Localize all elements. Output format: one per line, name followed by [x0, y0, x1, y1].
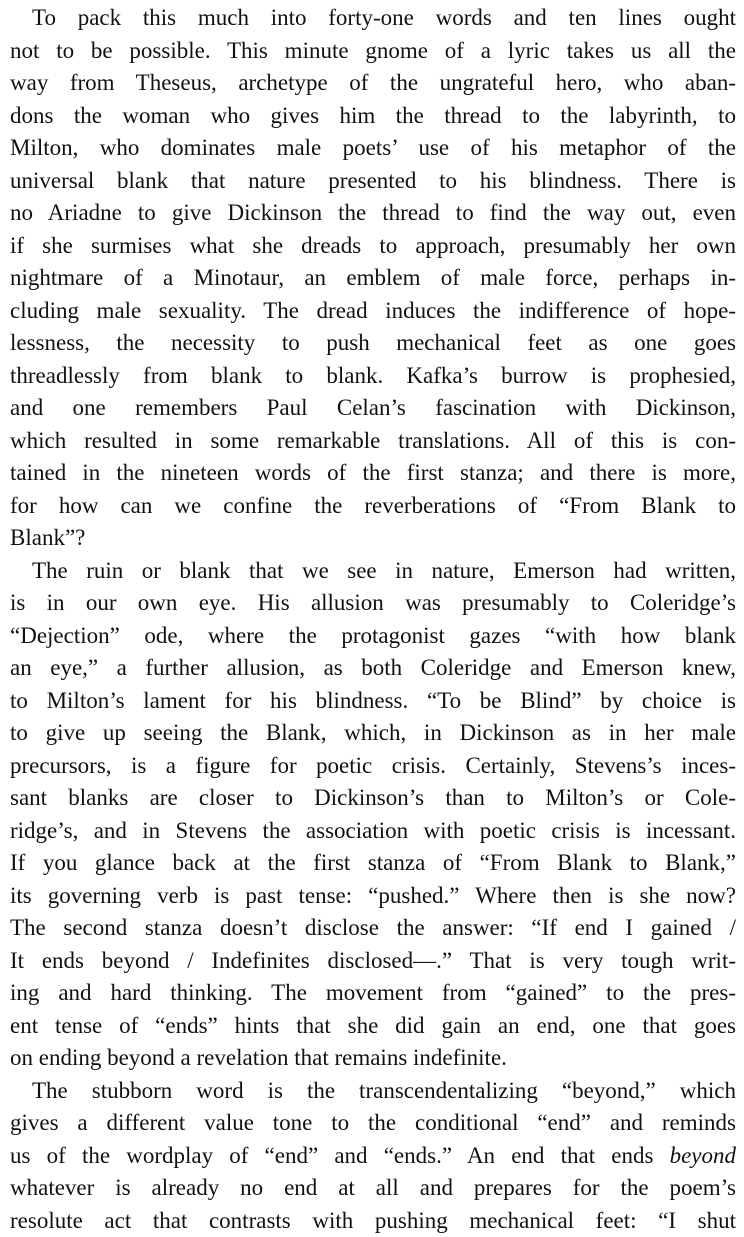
text-line: to give up seeing the Blank, which, in Dickinson as in her male: [10, 717, 736, 750]
book-page: [10, 2, 736, 1237]
text-line: an eye,” a further allusion, as both Coleridge and Emerson knew,: [10, 652, 736, 685]
text-line: tained in the nineteen words of the first stanza; and there is more,: [10, 457, 736, 490]
text-line: dons the woman who gives him the thread to the labyrinth, to: [10, 100, 736, 133]
text-line: lessness, the necessity to push mechanical feet as one goes: [10, 327, 736, 360]
text-line: for how can we confine the reverberations of “From Blank to: [10, 490, 736, 523]
text-line: ridge’s, and in Stevens the association with poetic crisis is incessant.: [10, 815, 736, 848]
text-line: universal blank that nature presented to his blindness. There is: [10, 165, 736, 198]
text-segment: us of the wordplay of “end” and “ends.” An end that ends: [10, 1143, 653, 1168]
text-line: and one remembers Paul Celan’s fascination with Dickinson,: [10, 392, 736, 425]
text-line: is in our own eye. His allusion was presumably to Coleridge’s: [10, 587, 736, 620]
text-line: if she surmises what she dreads to approach, presumably her own: [10, 230, 736, 263]
text-line: whatever is already no end at all and prepares for the poem’s: [10, 1172, 736, 1205]
text-line: precursors, is a figure for poetic crisis. Certainly, Stevens’s inces-: [10, 750, 736, 783]
text-line: It ends beyond / Indefinites disclosed—.” That is very tough writ-: [10, 945, 736, 978]
text-line: sant blanks are closer to Dickinson’s than to Milton’s or Cole-: [10, 782, 736, 815]
text-line: no Ariadne to give Dickinson the thread to find the way out, even: [10, 197, 736, 230]
text-line: cluding male sexuality. The dread induces the indifference of hope-: [10, 295, 736, 328]
paragraph-3: [10, 1075, 736, 1237]
text-line: The ruin or blank that we see in nature, Emerson had written,: [10, 555, 736, 588]
text-line: not to be possible. This minute gnome of a lyric takes us all the: [10, 35, 736, 68]
paragraph-2: [10, 555, 736, 1075]
text-line: resolute act that contrasts with pushing mechanical feet: “I shut: [10, 1205, 736, 1237]
text-line: to Milton’s lament for his blindness. “To be Blind” by choice is: [10, 685, 736, 718]
text-line: threadlessly from blank to blank. Kafka’s burrow is prophesied,: [10, 360, 736, 393]
text-line-with-italic: [10, 1140, 736, 1173]
text-line: To pack this much into forty-one words and ten lines ought: [10, 2, 736, 35]
text-line: If you glance back at the first stanza of “From Blank to Blank,”: [10, 847, 736, 880]
text-line: “Dejection” ode, where the protagonist gazes “with how blank: [10, 620, 736, 653]
text-line: The second stanza doesn’t disclose the answer: “If end I gained /: [10, 912, 736, 945]
italic-word: beyond: [670, 1143, 736, 1168]
text-line: ent tense of “ends” hints that she did gain an end, one that goes: [10, 1010, 736, 1043]
text-line: Milton, who dominates male poets’ use of his metaphor of the: [10, 132, 736, 165]
text-line: on ending beyond a revelation that remains indefinite.: [10, 1042, 736, 1075]
text-line: its governing verb is past tense: “pushed.” Where then is she now?: [10, 880, 736, 913]
text-line: The stubborn word is the transcendentalizing “beyond,” which: [10, 1075, 736, 1108]
text-line: ing and hard thinking. The movement from “gained” to the pres-: [10, 977, 736, 1010]
paragraph-1: [10, 2, 736, 555]
text-line: which resulted in some remarkable translations. All of this is con-: [10, 425, 736, 458]
text-line: way from Theseus, archetype of the ungrateful hero, who aban-: [10, 67, 736, 100]
text-line: Blank”?: [10, 522, 736, 555]
text-line: gives a different value tone to the conditional “end” and reminds: [10, 1107, 736, 1140]
text-line: nightmare of a Minotaur, an emblem of male force, perhaps in-: [10, 262, 736, 295]
